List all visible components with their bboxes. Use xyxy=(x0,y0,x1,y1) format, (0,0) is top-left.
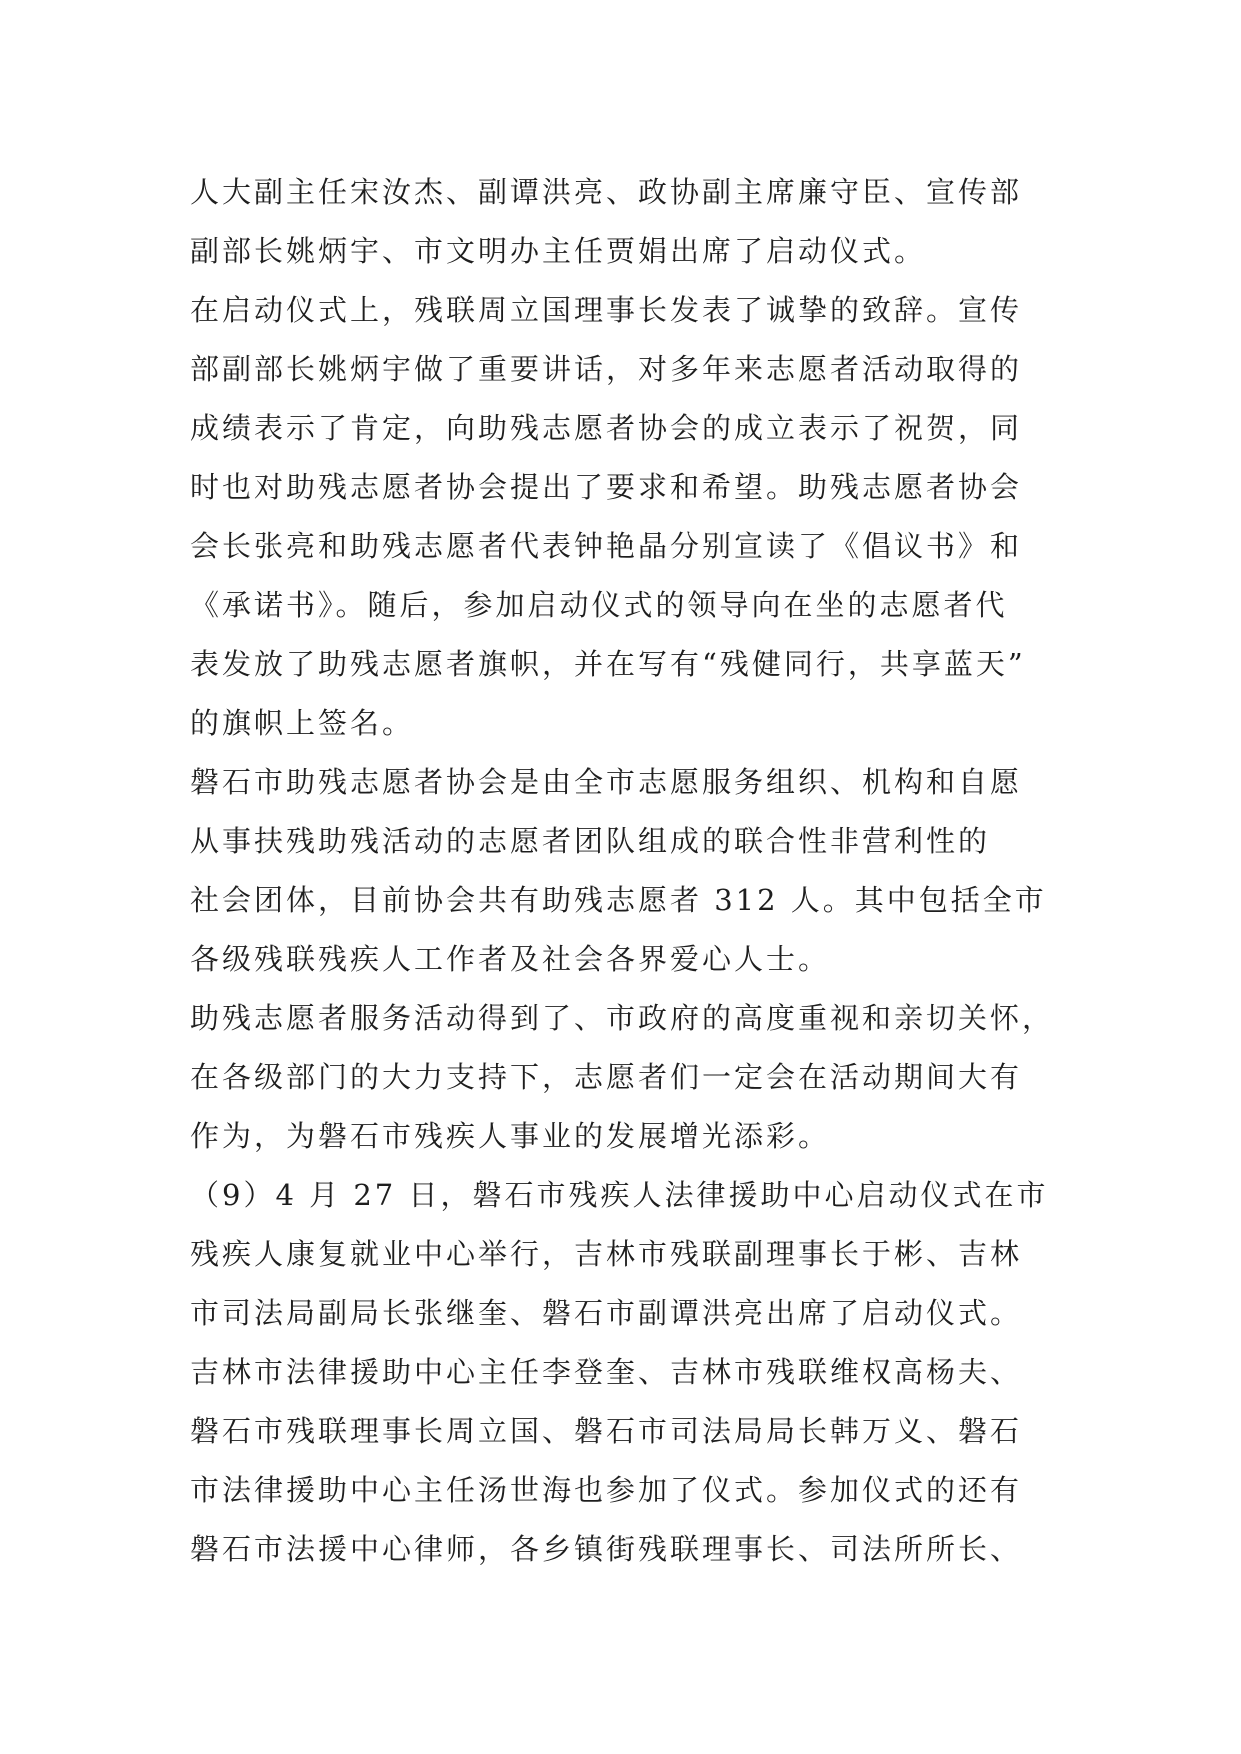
text-line: 各级残联残疾人工作者及社会各界爱心人士。 xyxy=(190,942,831,976)
text-line: 吉林市法律援助中心主任李登奎、吉林市残联维权高杨夫、 xyxy=(190,1355,1023,1389)
text-line: 在各级部门的大力支持下，志愿者们一定会在活动期间大有 xyxy=(190,1060,1023,1094)
body-text xyxy=(190,163,1070,1579)
text-line: 人大副主任宋汝杰、副谭洪亮、政协副主席廉守臣、宣传部 xyxy=(190,175,1023,209)
text-line: 市法律援助中心主任汤世海也参加了仪式。参加仪式的还有 xyxy=(190,1473,1023,1507)
text-line: 从事扶残助残活动的志愿者团队组成的联合性非营利性的 xyxy=(190,824,991,858)
text-line: 残疾人康复就业中心举行，吉林市残联副理事长于彬、吉林 xyxy=(190,1237,1023,1271)
text-line: 磐石市法援中心律师，各乡镇街残联理事长、司法所所长、 xyxy=(190,1532,1023,1566)
text-line: 在启动仪式上，残联周立国理事长发表了诚挚的致辞。宣传 xyxy=(190,293,1023,327)
text-line: 表发放了助残志愿者旗帜，并在写有“残健同行，共享蓝天” xyxy=(190,647,1026,681)
text-line: 会长张亮和助残志愿者代表钟艳晶分别宣读了《倡议书》和 xyxy=(190,529,1023,563)
text-line: 作为，为磐石市残疾人事业的发展增光添彩。 xyxy=(190,1119,831,1153)
text-line: 副部长姚炳宇、市文明办主任贾娟出席了启动仪式。 xyxy=(190,234,927,268)
text-line: 磐石市助残志愿者协会是由全市志愿服务组织、机构和自愿 xyxy=(190,765,1023,799)
text-line: 社会团体，目前协会共有助残志愿者 312 人。其中包括全市 xyxy=(190,883,1047,917)
text-line: 市司法局副局长张继奎、磐石市副谭洪亮出席了启动仪式。 xyxy=(190,1296,1023,1330)
text-line: 助残志愿者服务活动得到了、市政府的高度重视和亲切关怀， xyxy=(190,1001,1055,1035)
text-line: 《承诺书》。随后，参加启动仪式的领导向在坐的志愿者代 xyxy=(190,588,1008,622)
text-line: （9）4 月 27 日，磐石市残疾人法律援助中心启动仪式在市 xyxy=(190,1178,1049,1212)
text-line: 磐石市残联理事长周立国、磐石市司法局局长韩万义、磐石 xyxy=(190,1414,1023,1448)
text-line: 部副部长姚炳宇做了重要讲话，对多年来志愿者活动取得的 xyxy=(190,352,1023,386)
text-line: 的旗帜上签名。 xyxy=(190,706,415,740)
text-line: 时也对助残志愿者协会提出了要求和希望。助残志愿者协会 xyxy=(190,470,1023,504)
text-line: 成绩表示了肯定，向助残志愿者协会的成立表示了祝贺，同 xyxy=(190,411,1023,445)
